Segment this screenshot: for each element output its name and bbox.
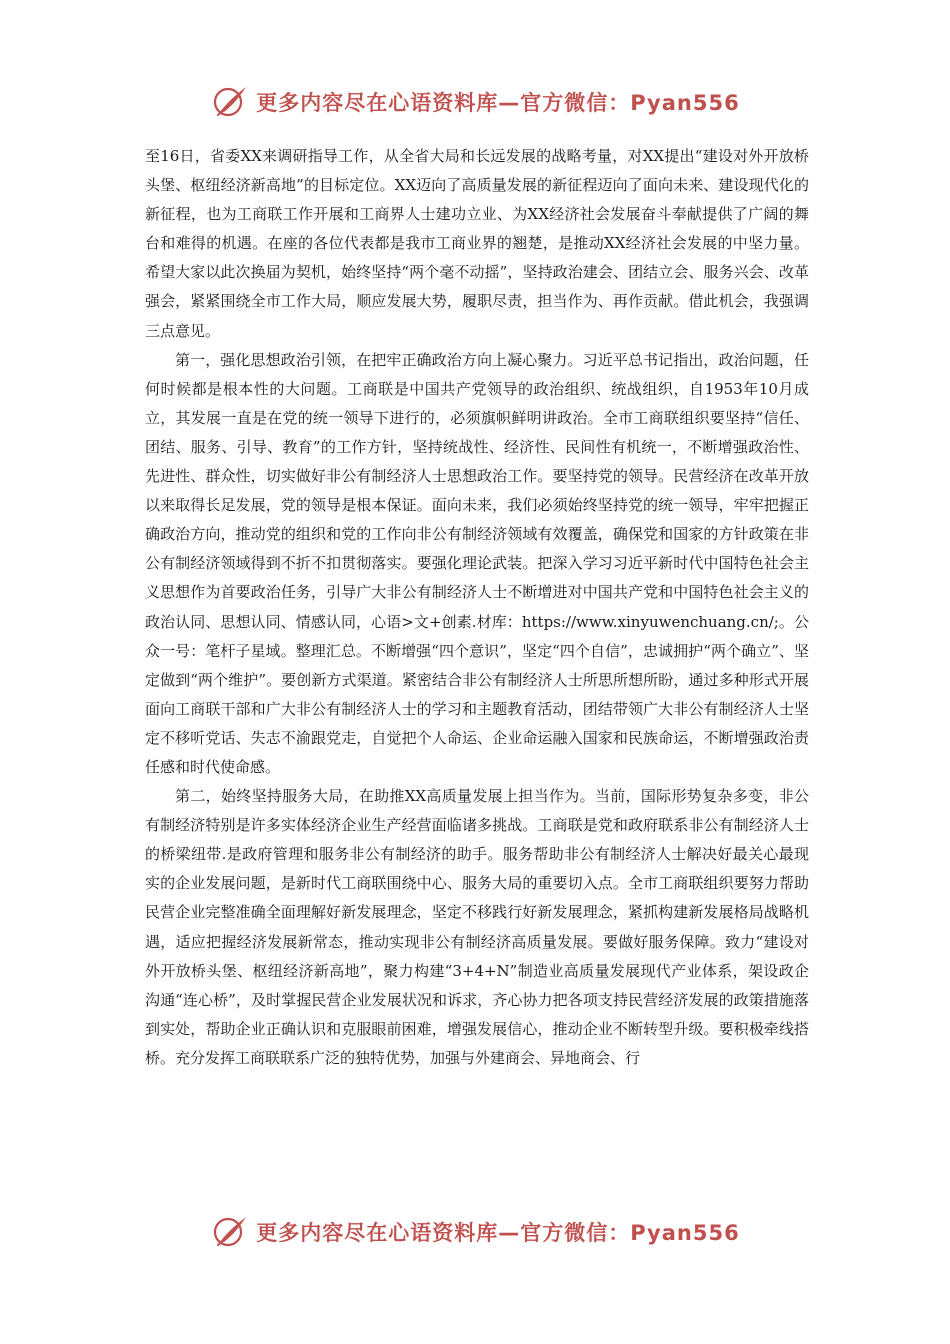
footer-banner-text: 更多内容尽在心语资料库—官方微信：Pyan556 bbox=[256, 1221, 740, 1245]
footer-banner bbox=[0, 1210, 950, 1254]
header-banner-text: 更多内容尽在心语资料库—官方微信：Pyan556 bbox=[256, 91, 740, 115]
quill-logo-icon bbox=[210, 82, 250, 122]
quill-logo-icon bbox=[210, 1212, 250, 1252]
document-body bbox=[145, 142, 809, 1073]
paragraph-first-point: 第一，强化思想政治引领，在把牢正确政治方向上凝心聚力。习近平总书记指出，政治问题，任何时候都是根本性的大问题。工商联是中国共产党领导的政治组织、统战组织，自1953年10月成立，其发展一直是在党的统一领导下进行的，必须旗帜鲜明讲政治。全市工商联组织要坚持“信任、团结、服务、引导、教育”的工作方针，坚持统战性、经济性、民间性有机统一，不断增强政治性、先进性、群众性，切实做好非公有制经济人士思想政治工作。要坚持党的领导。民营经济在改革开放以来取得长足发展，党的领导是根本保证。面向未来，我们必须始终坚持党的统一领导，牢牢把握正确政治方向，推动党的组织和党的工作向非公有制经济领域有效覆盖，确保党和国家的方针政策在非公有制经济领域得到不折不扣贯彻落实。要强化理论武装。把深入学习习近平新时代中国特色社会主义思想作为首要政治任务，引导广大非公有制经济人士不断增进对中国共产党和中国特色社会主义的政治认同、思想认同、情感认同，心语>文+创素.材库：https://www.xinyuwenchuang.cn/;。公众一号：笔杆子星域。整理汇总。不断增强“四个意识”，坚定“四个自信”，忠诚拥护“两个确立”、坚定做到“两个维护”。要创新方式渠道。紧密结合非公有制经济人士所思所想所盼，通过多种形式开展面向工商联干部和广大非公有制经济人士的学习和主题教育活动，团结带领广大非公有制经济人士坚定不移听党话、失志不渝跟党走，自觉把个人命运、企业命运融入国家和民族命运，不断增强政治责任感和时代使命感。 bbox=[145, 350, 809, 776]
paragraph-second-point: 第二，始终坚持服务大局，在助推XX高质量发展上担当作为。当前，国际形势复杂多变，非公有制经济特别是许多实体经济企业生产经营面临诸多挑战。工商联是党和政府联系非公有制经济人士的桥梁纽带.是政府管理和服务非公有制经济的助手。服务帮助非公有制经济人士解决好最关心最现实的企业发展问题，是新时代工商联围绕中心、服务大局的重要切入点。全市工商联组织要努力帮助民营企业完整准确全面理解好新发展理念，坚定不移践行好新发展理念，紧抓构建新发展格局战略机遇，适应把握经济发展新常态，推动实现非公有制经济高质量发展。要做好服务保障。致力“建设对外开放桥头堡、枢纽经济新高地”，聚力构建“3+4+N”制造业高质量发展现代产业体系，架设政企沟通“连心桥”，及时掌握民营企业发展状况和诉求，齐心协力把各项支持民营经济发展的政策措施落到实处，帮助企业正确认识和克服眼前困难，增强发展信心，推动企业不断转型升级。要积极牵线搭桥。充分发挥工商联联系广泛的独特优势，加强与外建商会、异地商会、行 bbox=[145, 787, 809, 1067]
header-banner bbox=[0, 80, 950, 124]
paragraph-intro: 至16日，省委XX来调研指导工作，从全省大局和长远发展的战略考量，对XX提出“建设对外开放桥头堡、枢纽经济新高地”的目标定位。XX迈向了高质量发展的新征程迈向了面向未来、建设现代化的新征程，也为工商联工作开展和工商界人士建功立业、为XX经济社会发展奋斗奉献提供了广阔的舞台和难得的机遇。在座的各位代表都是我市工商业界的翘楚，是推动XX经济社会发展的中坚力量。希望大家以此次换届为契机，始终坚持“两个毫不动摇”，坚持政治建会、团结立会、服务兴会、改革强会，紧紧围绕全市工作大局，顺应发展大势，履职尽责，担当作为、再作贡献。借此机会，我强调三点意见。 bbox=[145, 147, 809, 340]
